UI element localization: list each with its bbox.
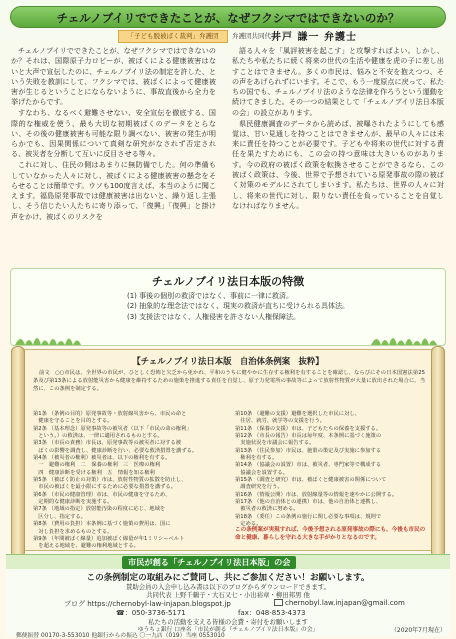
ordinance-article-line: 第10条 （避難の支援）避難を選択した市民に対し、 — [235, 411, 360, 417]
blog-text: ブログ https://chernobyl-law-injapan.blogspot.jp — [64, 600, 231, 608]
article-column-right — [232, 46, 444, 212]
ordinance-article-line: 第7条 （地域の指定）放射能汚染の程度に応じ、地域を — [33, 506, 166, 513]
article-title: チェルノブイリでできたことが、なぜフクシマではできないのか？ — [56, 11, 400, 25]
email-text: chernobyl.law.injapan@gmail.com — [285, 599, 405, 607]
phone-number: ☎：050-3736-5171 — [116, 609, 186, 617]
feature-item: (3) 支援法ではなく、人権侵害を許さない人権保障法。 — [127, 312, 300, 321]
ordinance-article-line: 第8条 （費用の負担）本条例に基づく施策の費用は、国に — [33, 521, 171, 528]
ordinance-article-line: 第15条 （調査と研究）市は、被ばくと健康被害の関係について — [235, 477, 387, 484]
feature-item: (1) 事後の個別の救済ではなく、事前に一律に救済。 — [127, 292, 293, 300]
ordinance-column-b — [235, 411, 427, 529]
footer-date: （2020年7月現在） — [390, 627, 446, 634]
ordinance-article-line: 第18条 （委任）この条例の施行に関し必要な事項は、規則で — [235, 513, 382, 520]
ordinance-article-line: 区分し、指定する。 — [33, 513, 86, 520]
footer-transfer-info: 郵便振替 00170-3-553010 他銀行からの振込 〇一九店（019）当座 0553010 — [16, 633, 225, 639]
ordinance-article-line: 協議会を設置する。 — [235, 469, 288, 476]
ordinance-article-line: 第2条 （基本理念）原発事故等の被災者（以下「市民の命の権利」 — [33, 425, 192, 432]
article-column-left — [11, 46, 216, 223]
grass-decoration-icon — [15, 331, 85, 345]
footer-banner — [6, 554, 450, 569]
ordinance-article-line: 第11条 （保養の支援）市は、子どもたちの保養を支援する。 — [235, 425, 382, 432]
ordinance-article-line: ばくの影響を調査し、健康診断を行い、必要な救済措置を講ずる。 — [33, 447, 198, 454]
grass-decoration-icon — [371, 331, 441, 345]
footer-bank-account: ゆうちょ銀行 口座名「市民が創る『チェルノブイリ法日本版』の会」 — [137, 627, 319, 633]
ordinance-article-line: 市民の被ばくを最小限にするために必要な措置を講ずる。 — [33, 484, 177, 491]
ordinance-article-line: 被災者の救済に努める。 — [235, 506, 299, 513]
ordinance-article-line: 第16条 （情報公開）市は、放射線量等の情報を速やかに公開する。 — [235, 491, 398, 498]
ordinance-article-line: 第1条 （条例の目的）原発事故等・放射線災害から、市民の命と — [33, 411, 187, 417]
ordinance-article-line: という。）の救済は、一律に適用されるものとする。 — [33, 433, 163, 440]
ordinance-article-line: 第14条 （協議会の設置）市は、被災者、専門家等で構成する — [235, 462, 382, 469]
footer-download-note: 賛助会員の入会申し込み書は以下のブログからダウンロードできます。 — [126, 583, 330, 591]
ordinance-article-line: 調査研究を行う。 — [235, 484, 283, 491]
email-link[interactable] — [274, 599, 405, 607]
ordinance-article-line: 一 避難の権利 二 保養の権利 三 医療の権利 — [33, 462, 161, 469]
ordinance-article-line: 定める。 — [235, 521, 262, 528]
article-paragraph: 県民健康調査のデータから読めば、被曝されたようにしても感覚は、甘い見通しを持つことはできませんが、最早の人々には未来に責任を持つことが必要です。子どもや将来の世代に対する責任を果たすためにも、この会の持つ意味は大きいものがあります。今の政府の被ばく政策を転換させることができるなら、この被ばく政策は、今後、世界で予想されている原発事故の際の被ばく対策のモデルにされてしまいます。私たちは、世界の人々に対し、将来の世代に対し、限りない責任を負っていることを自覚しなければなりません。 — [232, 118, 444, 210]
ordinance-article-line: 第4条 （被災者の権利）被災者は、以下の権利を有する。 — [33, 455, 171, 462]
fax-number: fax：048-853-4373 — [238, 609, 306, 617]
ribbon-label: 「子ども脱被ばく裁判」弁護団 — [118, 30, 228, 43]
ordinance-column-a — [33, 411, 225, 551]
ordinance-article-line: 第6条 （市民の健康管理）市は、市民の健康を守るため、 — [33, 491, 171, 498]
ordinance-closing: この条例案が実現すれば、今後予想される原発事故の際にも、今後も市民の命と健康、暮らしを守れる大きな手がかりとなるのです。 — [235, 527, 426, 541]
author-name: 井戸 謙一 弁護士 — [271, 32, 357, 43]
feature-item: (2) 抽象的な理念法ではなく、現実の救済が直ちに受けられる具体法。 — [127, 302, 349, 311]
footer — [6, 554, 450, 639]
features-panel — [10, 268, 446, 346]
ordinance-article-line: 権利を有する。 — [235, 455, 278, 462]
footer-appeal: この条例制定の取組みにご賛同し、共にご参加ください！お願いします。 — [86, 573, 370, 583]
article-paragraph: すなわち、なるべく避難させない、安全宣伝を徹底する、国際的な権威を使う、最も大切な初期被ばくのデータをとらない、その後の健康被害も可能な限り調べない、被害の発生が明らかでも、因果関係について真剣な研究がなされず否定される、被災者を分断して互いに反目させる等々。 — [11, 108, 216, 159]
features-list — [127, 291, 349, 322]
article-paragraph: これに対し、住民の側はあまりに無防備でした。何の準備もしていなかった人々に対し、被ばくによる健康被害の懸念をそらせることは簡単です。ウソも100度言えば、本当のように聞こえます。福島原発事故では健康被害は出ないと、繰り返し主張し、そう信じたい人たちに寄り添って、「復興」「復興」と掛け声をかけ、被ばくのリスクを — [11, 160, 216, 221]
ordinance-article-line: 第13条 （住民参加）市民は、施策の策定及び実施に参加する — [235, 447, 382, 454]
ordinance-preamble: 前文 ○○市民は、全世界の市民が、ひとしく恐怖と欠乏から免かれ、平和のうちに健やかに生存する権利を有することを確認し、ならびにその日本国憲法第25条及び第13条による放射能災害から健康を維持するための施策を推進する責任を自覚し、原子力発電所の事故等によって放射性物質が大量に放出された場合に、当然に、この条例を制定する。 — [33, 370, 425, 392]
features-title: チェルノブイリ法日本版の特徴 — [151, 275, 305, 288]
ordinance-article-line: 第12条 （市長の報告）市長は毎年度、本条例に基づく施策の — [235, 433, 382, 440]
footer-representatives: 共同代表 上野千鶴子・大石又七・小出裕章・柳田邦男 他 — [146, 591, 310, 599]
ordinance-article-line: を超える地域を、避難の権利地域とする。 — [33, 543, 139, 550]
ordinance-article-line: 対し負担を求めるものとする。 — [33, 528, 113, 535]
ordinance-title: 【チェルノブイリ法日本版 自治体条例案 抜粋】 — [132, 356, 324, 366]
ordinance-article-line: 四 健康診断を受ける権利 五 情報を知る権利 — [33, 469, 155, 476]
ordinance-article-line: 第9条 （年間被ばく線量）追加被ばく線量が年1ミリシーベルト — [33, 535, 185, 542]
author-role: 弁護団共同代表 — [232, 32, 278, 40]
ordinance-scroll — [22, 349, 434, 551]
ordinance-article-line: 第17条 （他の自治体との連携）市は、他の自治体と連携し、 — [235, 499, 382, 506]
article-paragraph: チェルノブイリでできたことが、なぜフクシマではできないのか？それは、国際原子力ロビーが、被ばくによる健康被害はないと大声で宣伝したのに、チェルノブイリ法の制定を許した、という失敗を教訓にして、フクシマでは、被ばくによって健康被害が生じるということにならないように、事故直後から全力を挙げたからです。 — [11, 46, 216, 107]
ordinance-article-line: 第5条 （被ばく防止の対策）市は、放射性物質の拡散を防止し、 — [33, 477, 187, 484]
footer-support-note: 私たちの活動を支える皆様の会費・寄付をお願いします — [148, 618, 308, 626]
ordinance-article-line: 定期的な健康診断を実施する。 — [33, 499, 113, 506]
organization-tag: 市民が創る「チェルノブイリ法日本版」の会 — [122, 556, 296, 569]
ordinance-article-line: 住居、就労、就学等の支援を行う。 — [235, 418, 326, 425]
article-paragraph: 語る人々を「風評被害を起こす」と攻撃すればよい。しかし、私たちや私たちに続く将来の世代の生活や健康を虎の子に差し出すことはできません。多くの市民は、悩みと不安を抱えつつ、その声をあげられずにいます。そこで、もう一度原点に戻って、私たちの国でも、チェルノブイリ法のような法律を作ろうという運動を続けてきました。その一つの結果として「チェルノブイリ法日本版の会」の設立があります。 — [232, 46, 444, 117]
ordinance-article-line: 第3条 （市長の責務）市長は、原発事故等の被災者に対する被 — [33, 440, 182, 447]
ordinance-article-line: 健康を守ることを目的とする。 — [33, 418, 113, 425]
ordinance-article-line: 実施状況を市議会に報告する。 — [235, 440, 315, 447]
mail-icon — [274, 599, 283, 606]
header-bar — [10, 6, 446, 28]
